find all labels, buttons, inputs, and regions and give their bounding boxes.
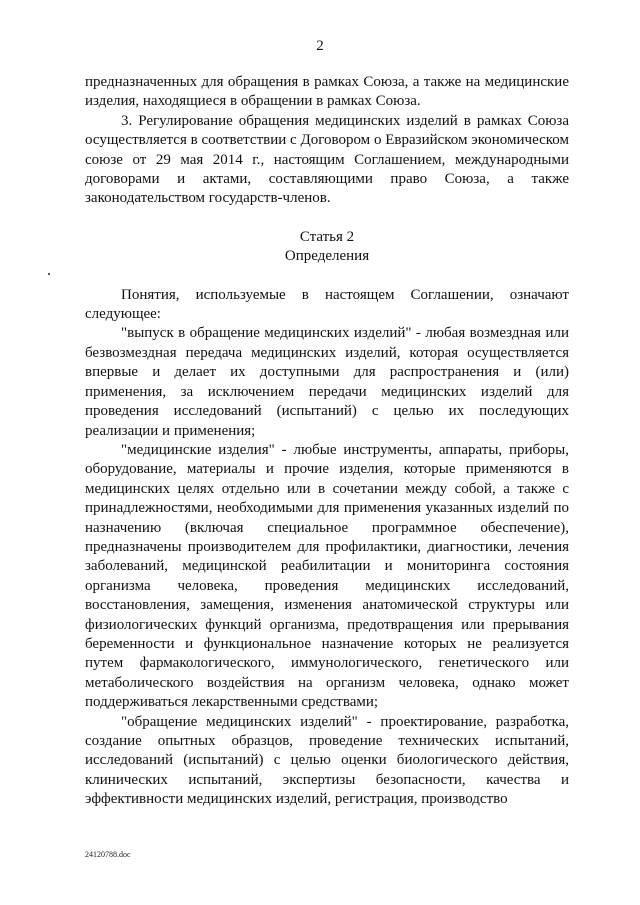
article-title: Определения <box>284 248 370 265</box>
scan-mark <box>48 273 50 275</box>
article-number: Статья 2 <box>299 228 355 245</box>
footer-filename: 24120788.doc <box>85 850 131 859</box>
paragraph-continuation: предназначенных для обращения в рамках Союза, а также на медицинские изделия, находящиеся в обращении в рамках Союза. <box>85 74 569 110</box>
document-body <box>85 73 569 810</box>
paragraph-clause-3: 3. Регулирование обращения медицинских изделий в рамках Союза осуществляется в соответствии с Договором о Евразийском экономическом союзе от 29 мая 2014 г., настоящим Соглашением, международными договорами и актами, составляющими право Союза, а также законодательством государств-членов. <box>85 112 569 207</box>
page-number: 2 <box>316 38 324 54</box>
spacer <box>85 267 569 286</box>
paragraph-intro: Понятия, используемые в настоящем Соглашении, означают следующее: <box>85 286 569 323</box>
definition-medical-devices: "медицинские изделия" - любые инструменты, аппараты, приборы, оборудование, материалы и прочие изделия, которые применяются в медицинских целях отдельно или в сочетании между собой, а также с принадлежностями, необходимыми для применения указанных изделий по назначению (включая специальное программное обеспечение), предназначены производителем для профилактики, диагностики, лечения заболеваний, медицинской реабилитации и мониторинга состояния организма человека, проведения медицинских исследований, восстановления, замещения, изменения анатомической структуры или физиологических функций организма, предотвращения или прерывания беременности и функциональное назначение которых не реализуется путем фармакологического, иммунологического, генетического или метаболического воздействия на организм человека, однако может поддерживаться лекарственными средствами; <box>85 441 569 711</box>
definition-circulation: "обращение медицинских изделий" - проектирование, разработка, создание опытных образцов, проведение технических испытаний, исследований (испытаний) с целью оценки биологического действия, клинических испытаний, экспертизы безопасности, качества и эффективности медицинских изделий, регистрация, производство <box>85 713 569 808</box>
spacer <box>85 209 569 228</box>
definition-release: "выпуск в обращение медицинских изделий" - любая возмездная или безвозмездная передача медицинских изделий, которая осуществляется впервые и делает их доступными для распространения и (или) применения, за исключением передачи медицинских изделий для проведения исследований (испытаний) с целью их последующих реализации и применения; <box>85 325 569 439</box>
